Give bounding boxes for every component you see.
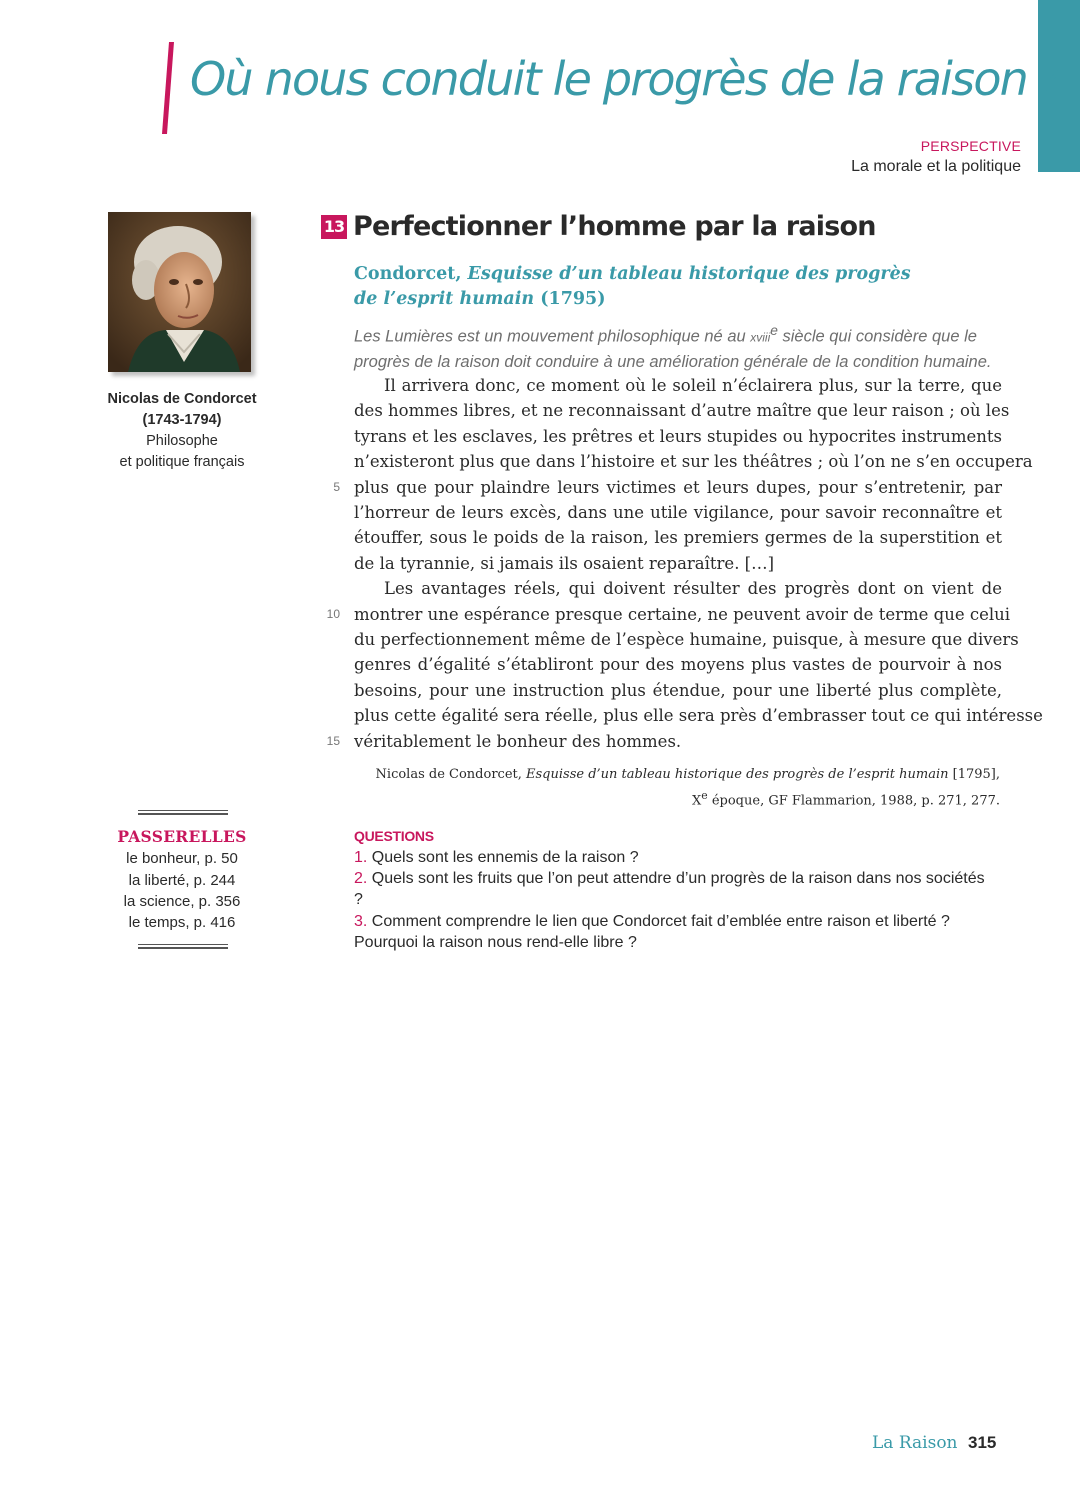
- questions-heading: QUESTIONS: [354, 828, 434, 844]
- passerelle-link[interactable]: le bonheur, p. 50: [126, 850, 238, 867]
- caption-dates: (1743-1794): [142, 412, 222, 428]
- document-heading: [321, 211, 876, 242]
- excerpt-text: [354, 373, 1043, 754]
- intro-line-2: progrès de la raison doit conduire à une amélioration générale de la condition humaine.: [354, 353, 992, 371]
- passerelles-title: PASSERELLES: [117, 827, 247, 846]
- question-text: Comment comprendre le lien que Condorcet fait d’emblée entre raison et liberté ? Pourquoi la raison nous rend-elle libre ?: [354, 912, 950, 951]
- intro-part-2: siècle qui considère que le: [777, 327, 977, 346]
- citation-rest: époque, GF Flammarion, 1988, p. 271, 277.: [707, 793, 1000, 809]
- footer-section: La Raison: [872, 1433, 958, 1453]
- perspective-label: PERSPECTIVE: [920, 138, 1021, 154]
- passerelles-bottom-rule: [138, 944, 228, 946]
- line-number-15: 15: [326, 734, 340, 748]
- line-number-10: 10: [326, 607, 340, 621]
- question-text: Quels sont les fruits que l’on peut attendre d’un progrès de la raison dans nos sociétés ?: [354, 870, 985, 909]
- citation-epoch-sup: e: [701, 789, 708, 802]
- source-year: (1795): [540, 289, 606, 309]
- condorcet-portrait: [108, 212, 251, 372]
- excerpt-line: n’existeront plus que dans l’histoire et sur les théâtres ; où l’on ne s’en occupera: [354, 452, 1033, 472]
- caption-role-1: Philosophe: [146, 433, 218, 449]
- question-number: 2.: [354, 870, 368, 888]
- excerpt-line: Il arrivera donc, ce moment où le soleil n’éclairera plus, sur la terre, que: [384, 376, 1002, 395]
- passerelles-top-rule: [138, 810, 228, 812]
- excerpt-line: plus cette égalité sera réelle, plus elle sera près d’embrasser tout ce qui intéresse: [354, 706, 1043, 726]
- passerelle-link[interactable]: la science, p. 356: [123, 893, 241, 910]
- intro-part-1: Les Lumières est un mouvement philosophique né au: [354, 327, 751, 346]
- citation: [376, 764, 1000, 811]
- caption-role-2: et politique français: [119, 454, 245, 470]
- document-number-badge: 13: [321, 215, 347, 239]
- excerpt-line: besoins, pour une instruction plus étendue, pour une liberté plus complète,: [354, 680, 1002, 700]
- intro-century-sup: e: [770, 323, 778, 338]
- question-number: 3.: [354, 912, 368, 930]
- excerpt-line: montrer une espérance presque certaine, ne peuvent avoir de terme que celui: [354, 604, 1011, 624]
- citation-epoch: X: [692, 793, 702, 809]
- citation-work: Esquisse d’un tableau historique des progrès de l’esprit humain: [526, 767, 949, 782]
- excerpt-line: l’horreur de leurs excès, dans une utile vigilance, pour savoir reconnaître et: [354, 503, 1002, 523]
- document-title: Perfectionner l’homme par la raison: [353, 211, 876, 242]
- question-item: [354, 911, 994, 953]
- excerpt-line: du perfectionnement même de l’espèce humaine, puisque, à mesure que divers: [354, 630, 1019, 650]
- intro-century: xviii: [750, 330, 771, 345]
- excerpt-line: de la tyrannie, si jamais ils osaient reparaître. […]: [354, 553, 775, 573]
- excerpt-line: tyrans et les esclaves, les prêtres et leurs stupides ou hypocrites instruments: [354, 426, 1002, 446]
- page-title: Où nous conduit le progrès de la raison ?: [190, 52, 1063, 106]
- excerpt-line: étouffer, sous le poids de la raison, les premiers germes de la superstition et: [354, 528, 1002, 548]
- questions-list: [354, 847, 994, 953]
- excerpt-line: Les avantages réels, qui doivent résulter des progrès dont on vient de: [384, 579, 1002, 599]
- citation-author: Nicolas de Condorcet,: [375, 767, 527, 782]
- source-author: Condorcet,: [354, 264, 462, 284]
- question-item: [354, 868, 994, 910]
- intro-text: [354, 319, 1014, 375]
- title-accent-bar: [162, 42, 172, 132]
- source-title: [354, 262, 994, 312]
- excerpt-line: des hommes libres, et ne reconnaissant d’autre maître que leur raison ; où les: [354, 401, 1010, 421]
- perspective-subtitle: La morale et la politique: [851, 158, 1021, 175]
- passerelle-link[interactable]: le temps, p. 416: [128, 914, 236, 931]
- source-work-line2: de l’esprit humain: [354, 289, 535, 309]
- excerpt-line: plus que pour plaindre leurs victimes et leurs dupes, pour s’entretenir, par: [354, 477, 1002, 497]
- excerpt-line: véritablement le bonheur des hommes.: [354, 731, 682, 751]
- source-work-line1: Esquisse d’un tableau historique des progrès: [467, 264, 911, 284]
- question-text: Quels sont les ennemis de la raison ?: [371, 849, 639, 866]
- excerpt-line: genres d’égalité s’établiront pour des moyens plus vastes de pourvoir à nos: [354, 655, 1002, 675]
- caption-name: Nicolas de Condorcet: [107, 391, 257, 407]
- line-number-5: 5: [333, 480, 340, 494]
- question-number: 1.: [354, 849, 368, 866]
- page-number: 315: [968, 1433, 997, 1452]
- portrait-caption: [100, 389, 264, 473]
- citation-year: [1795],: [948, 767, 1000, 782]
- passerelle-link[interactable]: la liberté, p. 244: [128, 872, 236, 889]
- question-item: [354, 847, 994, 868]
